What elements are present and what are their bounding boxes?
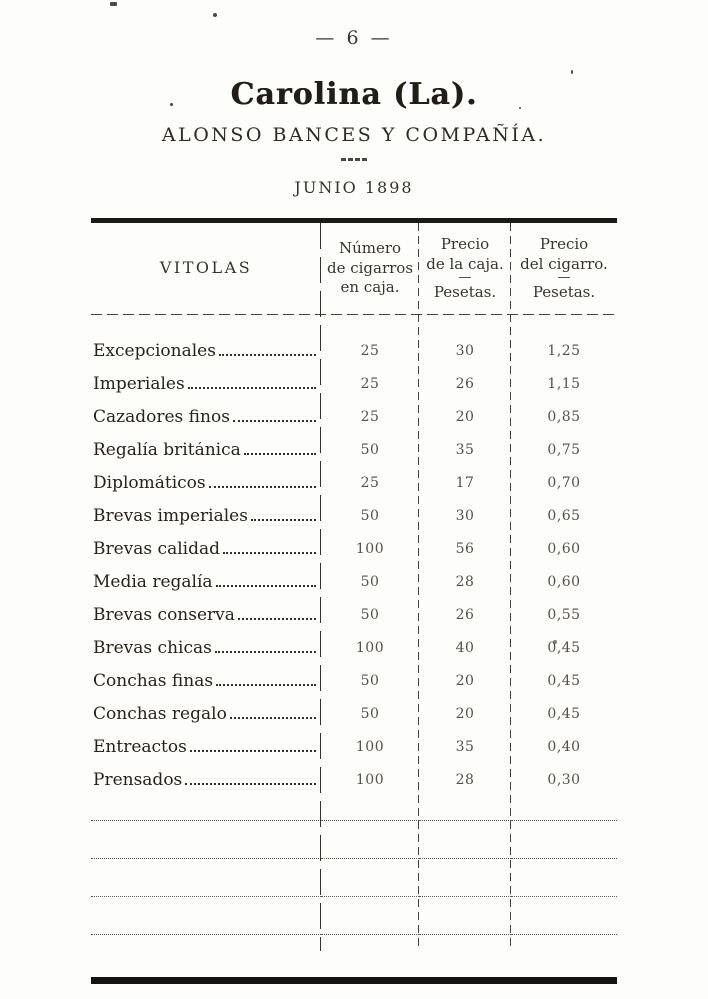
table-row <box>91 533 617 566</box>
scan-speck <box>519 107 521 109</box>
divider <box>341 158 367 161</box>
empty-cell <box>419 859 511 897</box>
cigars-per-box: 25 <box>360 409 380 426</box>
dot-leader <box>233 420 316 422</box>
dot-leader <box>244 453 316 455</box>
vitola-name: Cazadores finos <box>93 408 230 426</box>
vitola-name: Brevas conserva <box>93 606 235 624</box>
vitola-name: Conchas regalo <box>93 705 227 723</box>
cigar-price: 1,15 <box>547 376 581 393</box>
header-cigar-price <box>511 223 617 315</box>
vitola-name: Brevas calidad <box>93 540 220 558</box>
cigars-per-box: 50 <box>360 673 380 690</box>
header-line: Pesetas. <box>532 282 596 301</box>
empty-cell <box>321 797 419 821</box>
box-price: 20 <box>455 409 475 426</box>
table-row <box>91 434 617 467</box>
vitola-name: Brevas chicas <box>93 639 212 657</box>
vitola-name: Conchas finas <box>93 672 214 690</box>
empty-cell <box>91 797 321 821</box>
box-price: 30 <box>455 508 475 525</box>
cigar-price: 1,25 <box>547 343 581 360</box>
empty-cell <box>321 821 419 859</box>
table-row <box>91 731 617 764</box>
cigars-per-box: 100 <box>355 541 385 558</box>
box-price: 30 <box>455 343 475 360</box>
scan-speck <box>170 103 173 106</box>
empty-cell <box>321 897 419 935</box>
column-separator <box>320 223 321 951</box>
header-line: del cigarro. <box>520 254 608 273</box>
dot-leader <box>188 387 316 389</box>
dot-leader <box>190 750 316 752</box>
table-row <box>91 401 617 434</box>
page-number: — 6 — <box>315 27 393 49</box>
empty-cell <box>511 821 617 859</box>
price-table <box>91 218 617 984</box>
box-price: 40 <box>455 640 475 657</box>
table-row <box>91 665 617 698</box>
empty-cell <box>91 897 321 935</box>
empty-cell <box>511 897 617 935</box>
dot-leader <box>216 585 316 587</box>
header-line: de cigarros <box>326 258 414 277</box>
box-price: 17 <box>455 475 475 492</box>
cigar-price: 0,70 <box>547 475 581 492</box>
table-row <box>91 698 617 731</box>
header-line: Precio <box>539 235 589 254</box>
empty-cell <box>419 897 511 935</box>
header-dash: — <box>458 270 472 286</box>
cigars-per-box: 50 <box>360 607 380 624</box>
table-header <box>91 223 617 315</box>
cigar-price: 0,40 <box>547 739 581 756</box>
empty-cell <box>419 797 511 821</box>
header-line: en caja. <box>340 278 400 297</box>
empty-row <box>91 859 617 897</box>
table-body <box>91 315 617 977</box>
table-row <box>91 335 617 368</box>
box-price: 35 <box>455 739 475 756</box>
header-line: Precio <box>440 235 490 254</box>
scan-speck <box>213 13 217 17</box>
dot-leader <box>219 354 316 356</box>
header-cigars-per-box <box>321 223 419 315</box>
table-row <box>91 500 617 533</box>
table-row <box>91 632 617 665</box>
vitola-name: Entreactos <box>93 738 187 756</box>
scan-speck <box>571 70 573 74</box>
column-separator <box>418 223 419 951</box>
empty-cell <box>91 821 321 859</box>
cigar-price: 0,85 <box>547 409 581 426</box>
box-price: 28 <box>455 574 475 591</box>
empty-cell <box>511 797 617 821</box>
header-line: de la caja. <box>426 254 504 273</box>
box-price: 26 <box>455 607 475 624</box>
table-row <box>91 467 617 500</box>
vitola-name: Imperiales <box>93 375 185 393</box>
cigar-price: 0,60 <box>547 574 581 591</box>
cigars-per-box: 50 <box>360 442 380 459</box>
dot-leader <box>215 651 316 653</box>
empty-cell <box>419 821 511 859</box>
vitola-name: Excepcionales <box>93 342 216 360</box>
header-dash: — <box>557 270 571 286</box>
cigars-per-box: 50 <box>360 574 380 591</box>
cigars-per-box: 100 <box>355 772 385 789</box>
header-line: Número <box>338 239 402 258</box>
table-row <box>91 368 617 401</box>
cigar-price: 0,45 <box>547 673 581 690</box>
table-row <box>91 566 617 599</box>
cigars-per-box: 50 <box>360 706 380 723</box>
scan-speck <box>110 2 117 6</box>
vitola-name: Media regalía <box>93 573 213 591</box>
cigars-per-box: 25 <box>360 475 380 492</box>
date-label: JUNIO 1898 <box>294 177 414 197</box>
dot-leader <box>230 717 316 719</box>
vitola-name: Regalía británica <box>93 441 241 459</box>
table-bottom-spacer <box>91 935 617 977</box>
header-line: Pesetas. <box>433 282 497 301</box>
box-price: 35 <box>455 442 475 459</box>
empty-row <box>91 797 617 821</box>
vitola-name: Prensados <box>93 771 183 789</box>
empty-cell <box>511 859 617 897</box>
vitola-name: Brevas imperiales <box>93 507 248 525</box>
dot-leader <box>238 618 316 620</box>
empty-cell <box>321 859 419 897</box>
table-row <box>91 599 617 632</box>
cigar-price: 0,45 <box>547 640 581 657</box>
cigar-price: 0,75 <box>547 442 581 459</box>
cigars-per-box: 25 <box>360 343 380 360</box>
box-price: 20 <box>455 673 475 690</box>
cigars-per-box: 25 <box>360 376 380 393</box>
page-title: Carolina (La). <box>230 76 478 112</box>
cigars-per-box: 100 <box>355 739 385 756</box>
cigar-price: 0,30 <box>547 772 581 789</box>
cigar-price: 0,65 <box>547 508 581 525</box>
cigar-price: 0,55 <box>547 607 581 624</box>
box-price: 20 <box>455 706 475 723</box>
dot-leader <box>209 486 316 488</box>
empty-cell <box>91 859 321 897</box>
cigar-price: 0,60 <box>547 541 581 558</box>
cigars-per-box: 100 <box>355 640 385 657</box>
dot-leader <box>185 783 316 785</box>
column-separator <box>510 223 511 951</box>
table-row <box>91 764 617 797</box>
cigars-per-box: 50 <box>360 508 380 525</box>
box-price: 28 <box>455 772 475 789</box>
dot-leader <box>223 552 316 554</box>
empty-row <box>91 897 617 935</box>
vitola-name: Diplomáticos <box>93 474 206 492</box>
header-vitolas: VITOLAS <box>159 258 253 278</box>
dot-leader <box>216 684 316 686</box>
company-name: ALONSO BANCES Y COMPAÑÍA. <box>161 123 547 146</box>
empty-row <box>91 821 617 859</box>
cigar-price: 0,45 <box>547 706 581 723</box>
dot-leader <box>251 519 316 521</box>
box-price: 26 <box>455 376 475 393</box>
box-price: 56 <box>455 541 475 558</box>
header-box-price <box>419 223 511 315</box>
